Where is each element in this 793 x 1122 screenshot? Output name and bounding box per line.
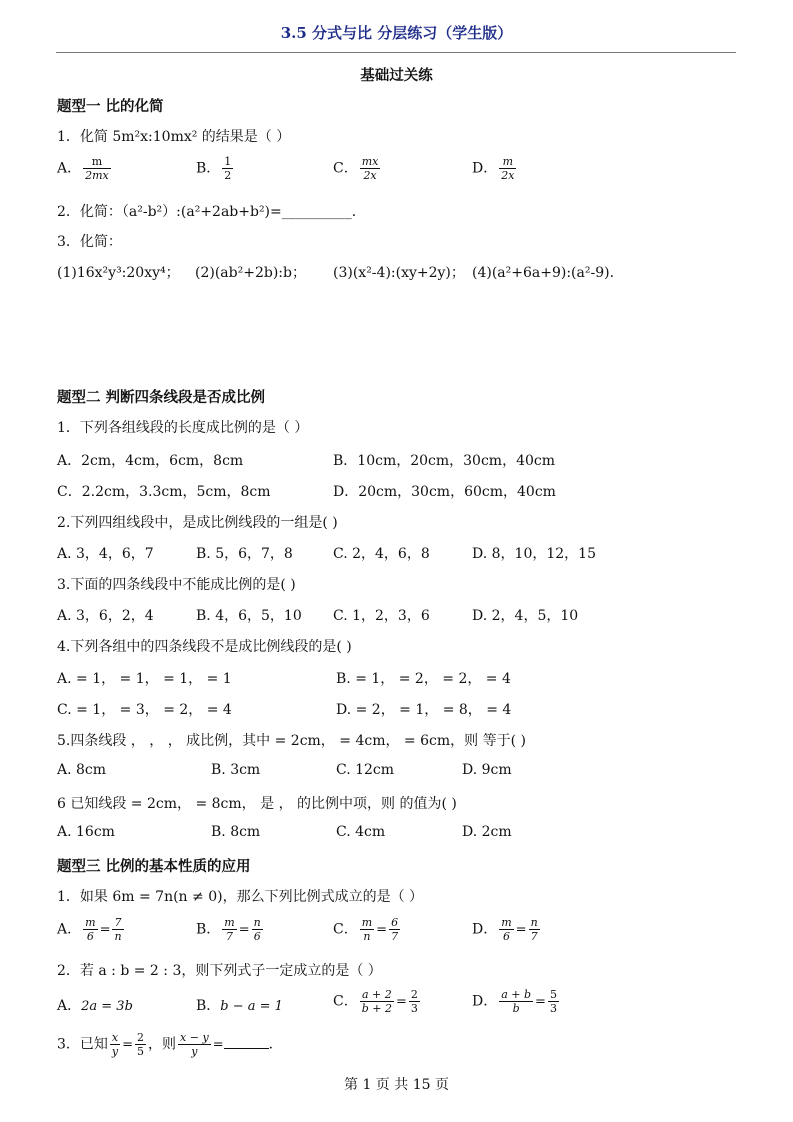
s3-q2: 2．若 a : b = 2 : 3，则下列式子一定成立的是（ ） bbox=[57, 963, 382, 979]
answer-blank[interactable] bbox=[224, 1036, 269, 1049]
s2-q6-option-a: A. 16cm bbox=[57, 824, 115, 840]
s3-q1-option-a: A． $\frac{m}{6}$ = $\frac{7}{n}$ bbox=[57, 916, 122, 943]
s3-q2-option-c: C． $\frac{a + 2}{b + 2}$ = $\frac{2}{3}$ bbox=[333, 988, 418, 1015]
s1-q3-item-2: (2)(ab²+2b):b； bbox=[195, 265, 306, 281]
s2-q6-option-c: C. 4cm bbox=[336, 824, 386, 840]
section-3-title: 题型三 比例的基本性质的应用 bbox=[57, 858, 251, 875]
s2-q5-option-c: C. 12cm bbox=[336, 762, 395, 778]
s2-q1-option-b: B．10cm，20cm，30cm，40cm bbox=[333, 453, 556, 469]
page-header: 3.5 分式与比 分层练习（学生版） bbox=[280, 24, 513, 42]
s1-q1-option-a: A． $\frac{m}{2mx}$ bbox=[57, 155, 109, 182]
s2-q4-option-b: B. = 1， = 2， = 2， = 4 bbox=[336, 671, 511, 687]
s2-q1-option-c: C．2.2cm，3.3cm，5cm，8cm bbox=[57, 484, 271, 500]
s2-q2-option-b: B. 5，6，7，8 bbox=[196, 546, 293, 562]
s3-q1-option-b: B． $\frac{m}{7}$ = $\frac{n}{6}$ bbox=[196, 916, 261, 943]
s3-q1-option-d: D． $\frac{m}{6}$ = $\frac{n}{7}$ bbox=[472, 916, 538, 943]
s1-q1-option-d: D． $\frac{m}{2x}$ bbox=[472, 155, 515, 182]
section-1-title: 题型一 比的化简 bbox=[57, 98, 164, 115]
s2-q6-option-b: B. 8cm bbox=[211, 824, 261, 840]
page-footer: 第 1 页 共 15 页 bbox=[344, 1077, 449, 1093]
s1-q3-item-1: (1)16x²y³:20xy⁴； bbox=[57, 265, 180, 281]
s2-q3-option-c: C. 1，2，3，6 bbox=[333, 608, 430, 624]
s2-q2-option-a: A. 3，4，6，7 bbox=[57, 546, 154, 562]
s1-q3-item-4: (4)(a²+6a+9):(a²-9)． bbox=[472, 265, 624, 281]
s2-q5-option-b: B. 3cm bbox=[211, 762, 261, 778]
s2-q4-option-d: D. = 2， = 1， = 8， = 4 bbox=[336, 702, 512, 718]
level-title: 基础过关练 bbox=[360, 67, 433, 84]
s2-q4-option-c: C. = 1， = 3， = 2， = 4 bbox=[57, 702, 232, 718]
s2-q3-option-b: B. 4，6，5，10 bbox=[196, 608, 302, 624]
s2-q4: 4.下列各组中的四条线段不是成比例线段的是( ) bbox=[57, 639, 352, 655]
s1-q1-stem: 1．化简 5m²x:10mx² 的结果是（ ） bbox=[57, 129, 291, 145]
s2-q2-option-c: C. 2，4，6，8 bbox=[333, 546, 430, 562]
s2-q6: 6 已知线段 = 2cm， = 8cm， 是 ， 的比例中项，则 的值为( ) bbox=[57, 796, 457, 812]
s2-q5: 5.四条线段 ， ， ， 成比例，其中 = 2cm， = 4cm， = 6cm，则 等于( ) bbox=[57, 733, 526, 749]
s1-q1-option-c: C． $\frac{mx}{2x}$ bbox=[333, 155, 379, 182]
s3-q3: 3．已知 $\frac{x}{y}$ = $\frac{2}{5}$ ，则 $\frac{x - y}{y}$ = ． bbox=[57, 1031, 283, 1058]
s2-q1-option-d: D．20cm，30cm，60cm，40cm bbox=[333, 484, 556, 500]
s3-q2-option-a: A．2a = 3b bbox=[57, 998, 133, 1014]
s3-q1-option-c: C． $\frac{m}{n}$ = $\frac{6}{7}$ bbox=[333, 916, 399, 943]
s2-q5-option-d: D. 9cm bbox=[462, 762, 512, 778]
s2-q2: 2.下列四组线段中，是成比例线段的一组是( ) bbox=[57, 515, 338, 531]
s2-q1-option-a: A．2cm，4cm，6cm，8cm bbox=[57, 453, 244, 469]
s2-q3-option-a: A. 3，6，2，4 bbox=[57, 608, 154, 624]
s2-q5-option-a: A. 8cm bbox=[57, 762, 107, 778]
s2-q6-option-d: D. 2cm bbox=[462, 824, 512, 840]
s1-q1-option-b: B． $\frac{1}{2}$ bbox=[196, 155, 232, 182]
s3-q2-option-b: B．b − a = 1 bbox=[196, 998, 283, 1014]
header-rule bbox=[56, 52, 736, 53]
s2-q4-option-a: A. = 1， = 1， = 1， = 1 bbox=[57, 671, 232, 687]
s1-q2: 2．化简：（a²-b²）:(a²+2ab+b²)=__________． bbox=[57, 204, 366, 220]
s1-q3: 3．化简： bbox=[57, 234, 122, 250]
s1-q3-item-3: (3)(x²-4):(xy+2y)； bbox=[333, 265, 465, 281]
s2-q1: 1．下列各组线段的长度成比例的是（ ） bbox=[57, 420, 309, 436]
s2-q3-option-d: D. 2，4，5，10 bbox=[472, 608, 579, 624]
s2-q3: 3.下面的四条线段中不能成比例的是( ) bbox=[57, 577, 296, 593]
s3-q2-option-d: D． $\frac{a + b}{b}$ = $\frac{5}{3}$ bbox=[472, 988, 557, 1015]
s3-q1: 1．如果 6m = 7n(n ≠ 0)，那么下列比例式成立的是（ ） bbox=[57, 889, 424, 905]
s2-q2-option-d: D. 8，10，12，15 bbox=[472, 546, 596, 562]
section-2-title: 题型二 判断四条线段是否成比例 bbox=[57, 389, 266, 406]
